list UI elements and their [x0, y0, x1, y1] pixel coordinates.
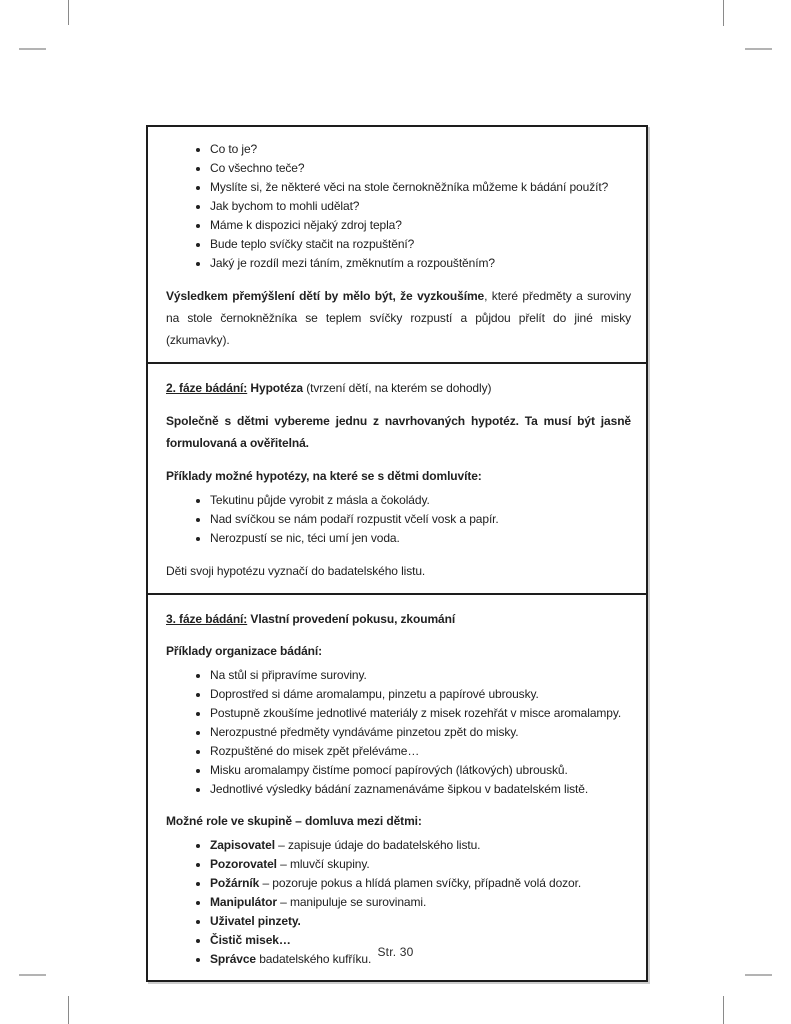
list-item: Bude teplo svíčky stačit na rozpuštění?: [210, 235, 631, 254]
list-item: Jednotlivé výsledky bádání zaznamenáváme šipkou v badatelském listě.: [210, 780, 631, 799]
crop-mark-bottom-right-vertical: [723, 996, 724, 1024]
role-name: Zapisovatel: [210, 838, 275, 852]
phase-2-heading-underlined: 2. fáze bádání:: [166, 381, 248, 395]
list-item: Nad svíčkou se nám podaří rozpustit včelí vosk a papír.: [210, 510, 631, 529]
phase-3-heading: [166, 609, 631, 629]
role-name: Požárník: [210, 876, 260, 890]
role-description: – zapisuje údaje do badatelského listu.: [274, 838, 481, 852]
hypothesis-examples-list: [166, 491, 631, 548]
questions-list: [166, 140, 631, 273]
list-item: Misku aromalampy čistíme pomocí papírových (látkových) ubrousků.: [210, 761, 631, 780]
role-name: Uživatel pinzety.: [210, 914, 301, 928]
list-item: [210, 893, 631, 912]
organization-list: [166, 666, 631, 799]
phase-3-heading-underlined: 3. fáze bádání:: [166, 612, 248, 626]
role-name: Čistič misek…: [210, 933, 291, 947]
list-item: Tekutinu půjde vyrobit z másla a čokolády.: [210, 491, 631, 510]
crop-mark-bottom-left-vertical: [68, 996, 69, 1024]
roles-heading: Možné role ve skupině – domluva mezi dětmi:: [166, 814, 422, 828]
result-paragraph: [166, 285, 631, 351]
list-item: Jaký je rozdíl mezi táním, změknutím a rozpouštěním?: [210, 254, 631, 273]
role-description: – mluvčí skupiny.: [276, 857, 370, 871]
hypothesis-lead-paragraph: Společně s dětmi vybereme jednu z navrhovaných hypotéz. Ta musí být jasně formulovaná a ověřitelná.: [166, 414, 631, 450]
role-description: badatelského kufříku.: [256, 952, 372, 966]
organization-heading: Příklady organizace bádání:: [166, 644, 323, 658]
phase-2-heading-note: (tvrzení dětí, na kterém se dohodly): [306, 381, 492, 395]
list-item: Postupně zkoušíme jednotlivé materiály z misek rozehřát v misce aromalampy.: [210, 704, 631, 723]
list-item: Rozpuštěné do misek zpět přeléváme…: [210, 742, 631, 761]
list-item: Nerozpustné předměty vyndáváme pinzetou zpět do misky.: [210, 723, 631, 742]
crop-mark-top-left-vertical: [68, 0, 69, 25]
page-number: Str. 30: [377, 945, 414, 959]
section-questions: [148, 127, 646, 362]
hypothesis-examples-heading: Příklady možné hypotézy, na které se s dětmi domluvíte:: [166, 469, 482, 483]
section-experiment: [148, 593, 646, 980]
role-name: Pozorovatel: [210, 857, 277, 871]
role-name: Správce: [210, 952, 256, 966]
content-box: [146, 125, 648, 982]
role-description: – pozoruje pokus a hlídá plamen svíčky, případně volá dozor.: [259, 876, 582, 890]
result-paragraph-rest: , které předměty a suroviny na stole černokněžníka se teplem svíčky rozpustí a půjdou přelít do jiné misky (zkumavky).: [166, 289, 631, 347]
crop-mark-top-left-horizontal: [19, 48, 46, 50]
list-item: Nerozpustí se nic, téci umí jen voda.: [210, 529, 631, 548]
list-item: Myslíte si, že některé věci na stole černokněžníka můžeme k bádání použít?: [210, 178, 631, 197]
list-item: [210, 874, 631, 893]
list-item: Doprostřed si dáme aromalampu, pinzetu a papírové ubrousky.: [210, 685, 631, 704]
list-item: Co všechno teče?: [210, 159, 631, 178]
list-item: Co to je?: [210, 140, 631, 159]
list-item: Jak bychom to mohli udělat?: [210, 197, 631, 216]
crop-mark-top-right-vertical: [723, 0, 724, 26]
phase-2-heading: [166, 378, 631, 398]
list-item: Na stůl si připravíme suroviny.: [210, 666, 631, 685]
list-item: [210, 912, 631, 931]
list-item: [210, 836, 631, 855]
phase-3-heading-bold: Vlastní provedení pokusu, zkoumání: [247, 612, 456, 626]
list-item: [210, 855, 631, 874]
list-item: Máme k dispozici nějaký zdroj tepla?: [210, 216, 631, 235]
section-hypothesis: [148, 362, 646, 593]
result-paragraph-bold: Výsledkem přemýšlení dětí by mělo být, že vyzkoušíme: [166, 289, 485, 303]
crop-mark-bottom-right-horizontal: [745, 974, 772, 976]
crop-mark-bottom-left-horizontal: [19, 974, 46, 976]
role-description: – manipuluje se surovinami.: [276, 895, 427, 909]
crop-mark-top-right-horizontal: [745, 48, 772, 50]
hypothesis-closing-paragraph: Děti svoji hypotézu vyznačí do badatelského listu.: [166, 564, 426, 578]
role-name: Manipulátor: [210, 895, 277, 909]
phase-2-heading-bold: Hypotéza: [247, 381, 307, 395]
